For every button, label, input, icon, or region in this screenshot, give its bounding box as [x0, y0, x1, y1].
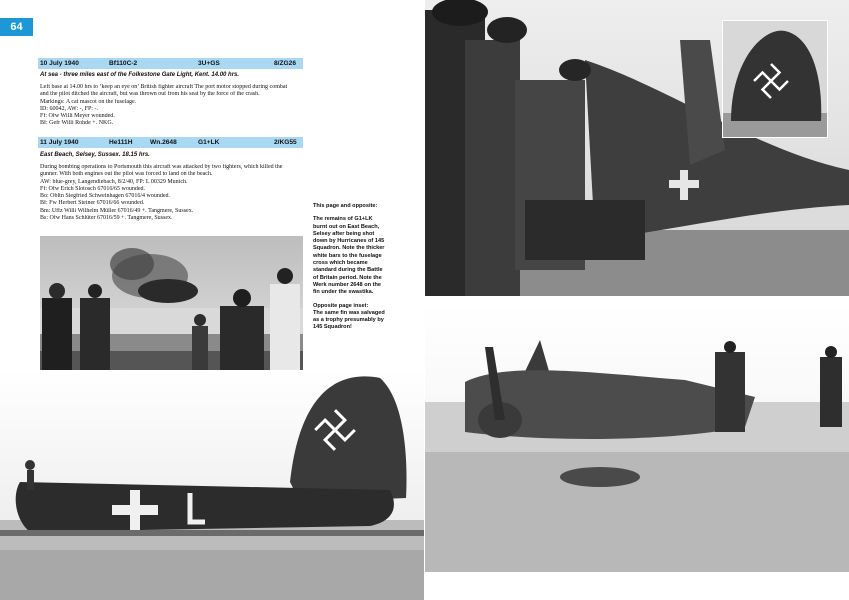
entry-2-date: 11 July 1940 [40, 139, 79, 146]
entry-1-line: ID: 60042, AW: -, FP: -. [40, 105, 98, 112]
entry-1-unit: 8/ZG26 [274, 60, 296, 67]
caption-inset-title: Opposite page inset: [313, 302, 369, 309]
entry-1-line: and the pilot ditched the aircraft, but was thrown out from his seat by the force of the crash. [40, 91, 260, 98]
photo-caption [313, 203, 386, 338]
entry-1-body [40, 84, 302, 128]
entry-1-location: At sea - three miles east of the Folkestone Gate Light, Kent. 14.00 hrs. [40, 72, 240, 78]
caption-body: The remains of G1+LK burnt out on East Beach, Selsey after being shot down by Hurricanes of 145 Squadron. Note the thicker white bars to the fuselage cross which became standard during the Battle of Britain period. Note the Werk number 2648 on the fin under the swastika. [313, 216, 385, 296]
entry-2-line: Bm: Uffz Willi Wilhelm Müller 67016/49 +. Tangmere, Sussex. [40, 207, 194, 214]
caption-inset-body: The same fin was salvaged as a trophy presumably by 145 Squadron! [313, 309, 385, 331]
entry-2-header [38, 137, 303, 148]
entry-2-code: G1+LK [198, 139, 220, 146]
entry-2-location: East Beach, Selsey, Sussex. 18.15 hrs. [40, 152, 150, 158]
page-number: 64 [0, 18, 33, 36]
entry-1-date: 10 July 1940 [40, 60, 79, 67]
entry-1-line: Markings: A cat mascot on the fuselage. [40, 98, 137, 105]
entry-1-line: Left base at 14.00 hrs to ‘keep an eye on’ British fighter aircraft The port motor stopped during combat [40, 84, 288, 90]
entry-1-line: Ff: Ofw Willi Meyer wounded. [40, 113, 115, 120]
entry-2-line: Bf: Fw Herbert Steiner 67016/66 wounded. [40, 200, 145, 207]
entry-2-line: Ff: Ofw Erich Slotosch 67016/65 wounded. [40, 185, 145, 192]
entry-2-body [40, 164, 302, 222]
photo-fin-trophy-inset [722, 20, 828, 138]
entry-2-werk: Wn.2648 [150, 139, 177, 146]
entry-1-code: 3U+GS [198, 60, 220, 67]
caption-title: This page and opposite: [313, 203, 378, 209]
entry-2-unit: 2/KG55 [274, 139, 297, 146]
photo-he111-tail-wreck [0, 370, 424, 600]
entry-1-line: Bf: Gefr Willi Rohde +. NKG. [40, 120, 114, 127]
photo-wreckage-with-soldiers [425, 302, 849, 572]
entry-1-aircraft-type: Bf110C-2 [109, 60, 138, 67]
entry-2-aircraft-type: He111H [109, 139, 133, 146]
entry-2-line: Bs: Ofw Hans Schlüter 67016/59 +. Tangmere, Sussex. [40, 215, 173, 222]
entry-2-line: Bo: Obltn Siegfried Schweinhagen 67016/4 wounded. [40, 193, 170, 200]
entry-2-line: During bombing operations to Portsmouth this aircraft was attacked by two fighters, which killed the [40, 164, 283, 170]
photo-burning-aircraft-beach [40, 236, 303, 376]
entry-2-line: AW: blue-grey, Langendiebach, 8/2/40, FP: L 00329 Munich. [40, 178, 188, 185]
entry-2-line: gunner. With both engines out the pilot was forced to land on the beach. [40, 171, 213, 178]
entry-1-header [38, 58, 303, 69]
